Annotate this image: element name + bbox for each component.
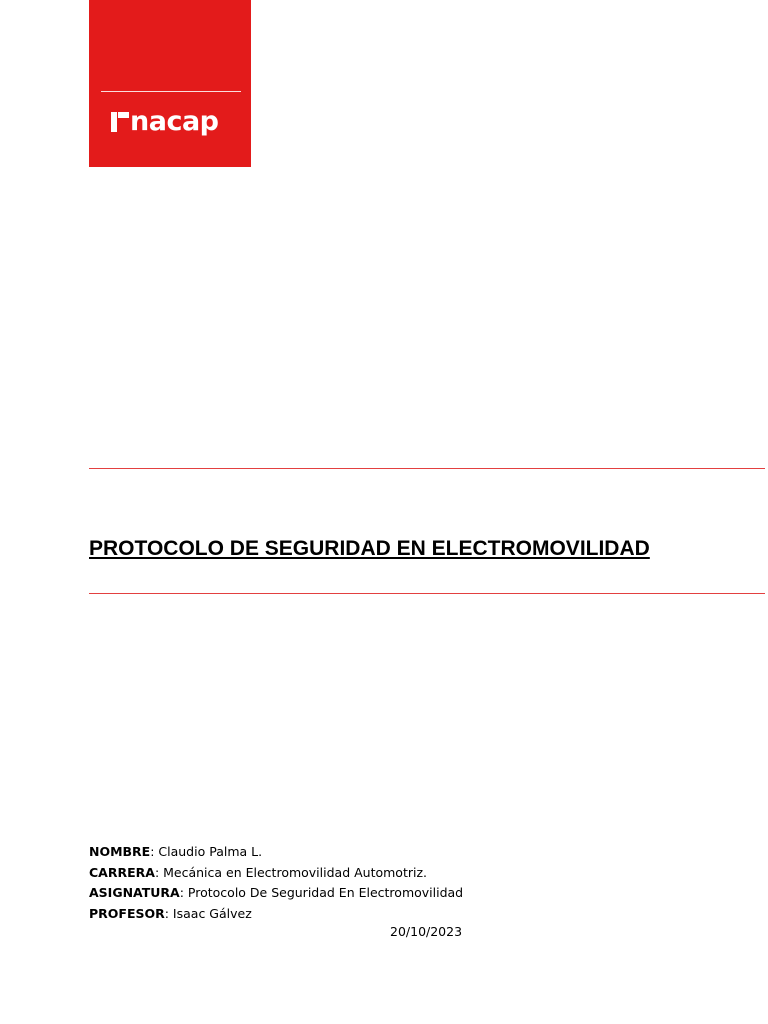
title-rule-top [89, 468, 765, 469]
info-row-carrera [89, 863, 463, 884]
document-date: 20/10/2023 [390, 924, 463, 939]
profesor-value: : Isaac Gálvez [164, 905, 252, 921]
logo-wordmark [111, 108, 219, 135]
carrera-label: CARRERA [89, 864, 155, 880]
asignatura-label: ASIGNATURA [89, 885, 180, 900]
info-row-profesor [89, 904, 463, 925]
carrera-value: : Mecánica en Electromovilidad Automotriz. [154, 864, 428, 880]
document-title: PROTOCOLO DE SEGURIDAD EN ELECTROMOVILIDAD [89, 537, 650, 560]
title-rule-bottom [89, 593, 765, 594]
nombre-label: NOMBRE [89, 844, 151, 859]
info-row-asignatura [89, 883, 463, 904]
logo-divider [101, 91, 241, 92]
logo-text: nacap [130, 106, 219, 137]
asignatura-value: : Protocolo De Seguridad En Electromovilidad [179, 885, 464, 900]
info-row-nombre [89, 842, 463, 863]
nombre-value: : Claudio Palma L. [150, 844, 263, 859]
inacap-logo [89, 0, 251, 167]
profesor-label: PROFESOR [89, 905, 165, 921]
inacap-mark-icon [111, 112, 129, 132]
student-info [89, 842, 463, 924]
